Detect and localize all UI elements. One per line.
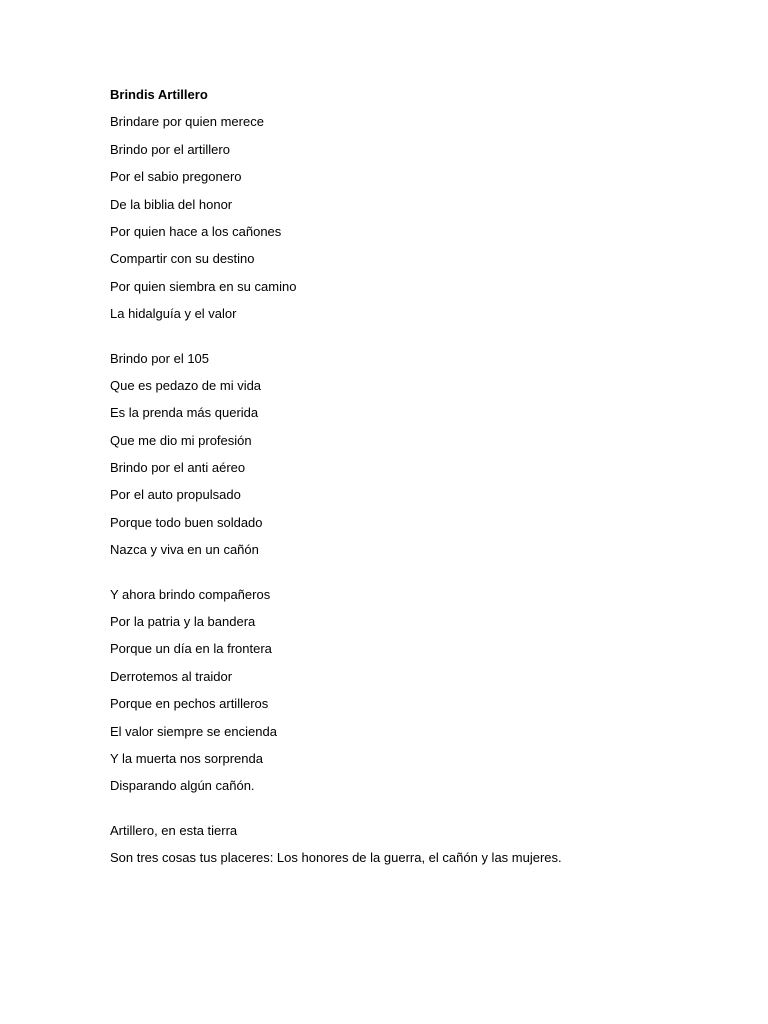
stanza-3	[110, 586, 730, 795]
poem-line: Y ahora brindo compañeros	[110, 586, 271, 602]
poem-line: Derrotemos al traidor	[110, 668, 233, 684]
poem-line: Brindare por quien merece	[110, 114, 264, 130]
document-body	[110, 86, 730, 866]
poem-line: Por quien hace a los cañones	[110, 223, 282, 239]
poem-line: El valor siempre se encienda	[110, 723, 277, 739]
stanza-2	[110, 350, 730, 559]
poem-line: Brindo por el 105	[110, 350, 210, 366]
poem-line: Disparando algún cañón.	[110, 778, 255, 794]
poem-line: Porque todo buen soldado	[110, 514, 263, 530]
poem-line: Artillero, en esta tierra	[110, 822, 238, 838]
poem-line: Por el sabio pregonero	[110, 169, 242, 185]
poem-line: Por quien siembra en su camino	[110, 278, 297, 294]
poem-line: De la biblia del honor	[110, 196, 233, 212]
document-title: Brindis Artillero	[110, 87, 208, 102]
poem-line: Por la patria y la bandera	[110, 614, 256, 630]
poem-line: Porque en pechos artilleros	[110, 696, 269, 712]
poem-line: Es la prenda más querida	[110, 405, 259, 421]
stanza-4	[110, 822, 730, 866]
poem-line: Porque un día en la frontera	[110, 641, 272, 657]
poem-line: Brindo por el artillero	[110, 141, 230, 157]
poem-line: Nazca y viva en un cañón	[110, 542, 259, 558]
poem-line: Son tres cosas tus placeres: Los honores de la guerra, el cañón y las mujeres.	[110, 850, 562, 866]
poem-line: Que me dio mi profesión	[110, 432, 252, 448]
poem-line: La hidalguía y el valor	[110, 306, 237, 322]
poem-line: Que es pedazo de mi vida	[110, 377, 262, 393]
stanza-1	[110, 113, 730, 322]
poem-line: Por el auto propulsado	[110, 487, 241, 503]
poem-line: Compartir con su destino	[110, 251, 255, 267]
poem-line: Y la muerta nos sorprenda	[110, 750, 263, 766]
poem-line: Brindo por el anti aéreo	[110, 460, 246, 476]
